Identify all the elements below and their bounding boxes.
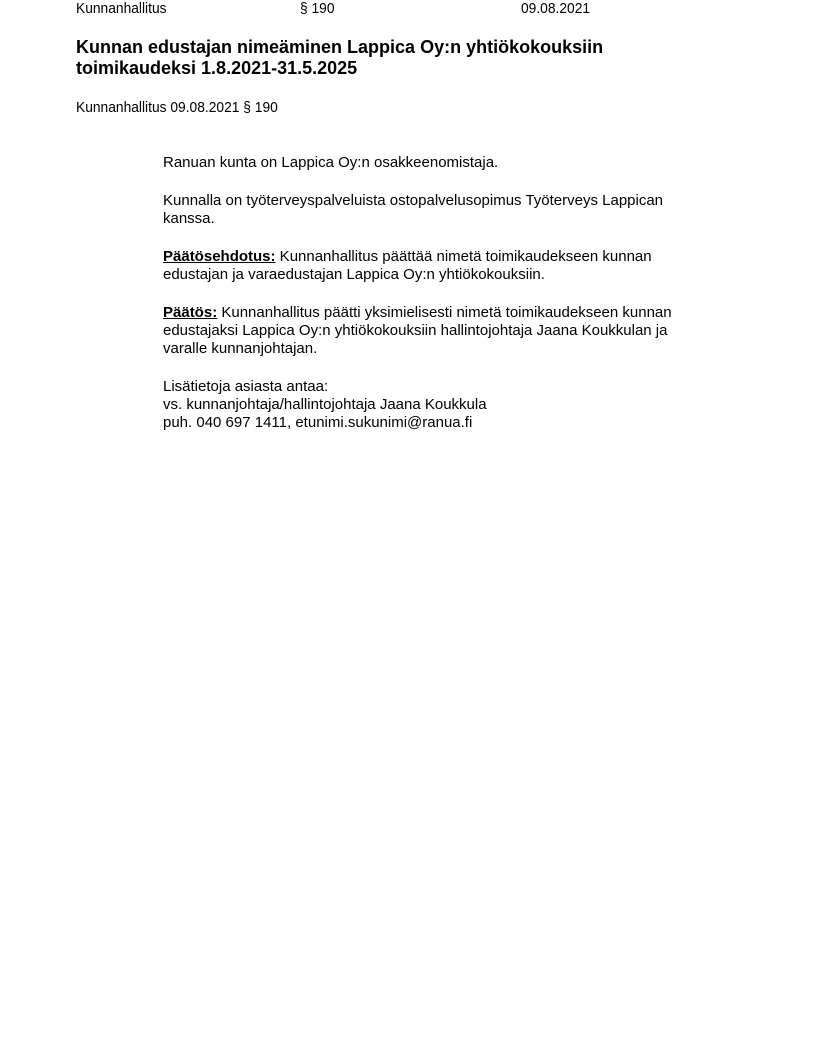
paragraph-decision: Päätös: Kunnanhallitus päätti yksimielisesti nimetä toimikaudekseen kunnan edustajaksi Lappica Oy:n yhtiökokouksiin hallintojohtaja Jaana Koukkulan ja varalle kunnanjohtajan.: [163, 304, 672, 357]
paragraph-contact: Lisätietoja asiasta antaa: vs. kunnanjohtaja/hallintojohtaja Jaana Koukkula puh. 040 697 1411, etunimi.sukunimi@ranua.fi: [163, 378, 487, 431]
title-line: toimikaudeksi 1.8.2021-31.5.2025: [76, 58, 358, 78]
meeting-reference: Kunnanhallitus 09.08.2021 § 190: [76, 99, 278, 116]
paragraph-contract: Kunnalla on työterveyspalveluista ostopalvelusopimus Työterveys Lappican kanssa.: [163, 192, 664, 227]
title-line: Kunnan edustajan nimeäminen Lappica Oy:n yhtiökokouksiin: [76, 37, 604, 57]
header-body: Kunnanhallitus: [76, 0, 167, 17]
header-section: § 190: [300, 0, 335, 17]
header-date: 09.08.2021: [521, 0, 591, 17]
decision-label: Päätös:: [163, 304, 218, 321]
paragraph-proposal: Päätösehdotus: Kunnanhallitus päättää nimetä toimikaudekseen kunnan edustajan ja varaedustajan Lappica Oy:n yhtiökokouksiin.: [163, 248, 652, 283]
proposal-label: Päätösehdotus:: [163, 248, 276, 265]
document-body: [163, 154, 672, 452]
page-title: [76, 37, 603, 79]
paragraph-ownership: Ranuan kunta on Lappica Oy:n osakkeenomistaja.: [163, 154, 499, 171]
